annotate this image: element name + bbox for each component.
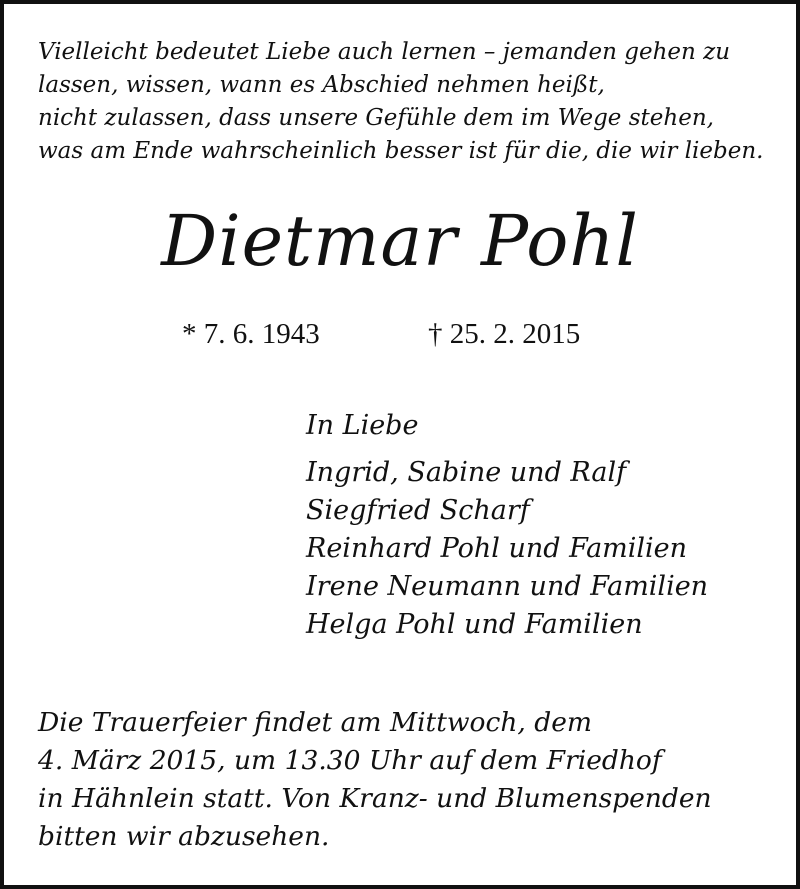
poem-line: lassen, wissen, wann es Abschied nehmen heißt, xyxy=(38,72,605,98)
death-date: † 25. 2. 2015 xyxy=(428,318,581,350)
deceased-name: Dietmar Pohl xyxy=(161,200,639,282)
poem-line: nicht zulassen, dass unsere Gefühle dem im Wege stehen, xyxy=(38,105,714,131)
poem-line: was am Ende wahrscheinlich besser ist für die, die wir lieben. xyxy=(38,138,764,164)
birth-date: * 7. 6. 1943 xyxy=(182,318,320,350)
funeral-line: bitten wir abzusehen. xyxy=(38,821,330,852)
funeral-line: Die Trauerfeier findet am Mittwoch, dem xyxy=(38,707,593,738)
funeral-line: 4. März 2015, um 13.30 Uhr auf dem Friedhof xyxy=(38,745,662,776)
mourner-name: Ingrid, Sabine und Ralf xyxy=(306,457,627,488)
mourner-name: Reinhard Pohl und Familien xyxy=(306,533,688,564)
funeral-line: in Hähnlein statt. Von Kranz- und Blumenspenden xyxy=(38,783,712,814)
mourners-intro: In Liebe xyxy=(306,410,419,441)
memorial-poem xyxy=(38,36,778,168)
mourner-name: Siegfried Scharf xyxy=(306,495,530,526)
mourner-name: Irene Neumann und Familien xyxy=(306,571,709,602)
poem-line: Vielleicht bedeutet Liebe auch lernen – jemanden gehen zu xyxy=(38,39,731,65)
funeral-details xyxy=(38,704,778,856)
mourner-name: Helga Pohl und Familien xyxy=(306,609,643,640)
mourners-list xyxy=(306,406,786,644)
